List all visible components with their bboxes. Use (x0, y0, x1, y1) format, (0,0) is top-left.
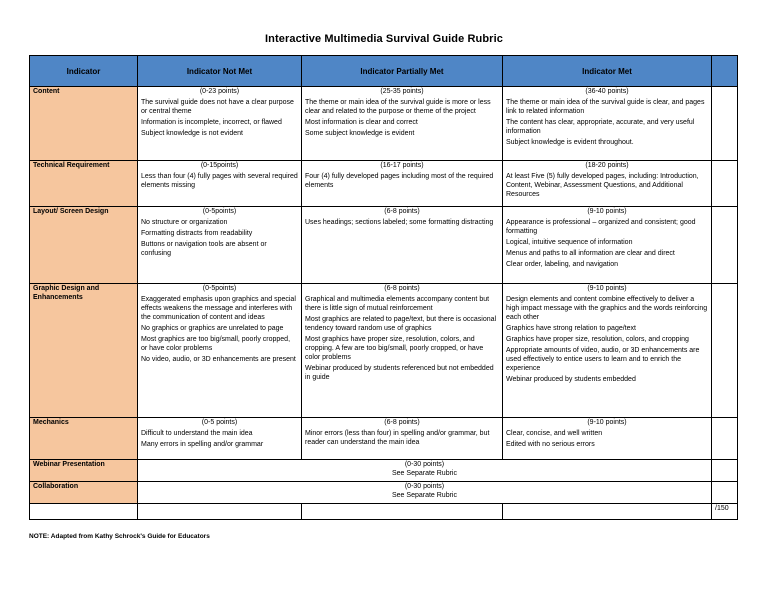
indicator-label: Content (30, 87, 138, 161)
header-indicator: Indicator (30, 56, 138, 87)
row-webinar-presentation (30, 460, 738, 482)
cell-met (503, 207, 712, 284)
cell-span (138, 460, 712, 482)
indicator-label: Technical Requirement (30, 161, 138, 207)
empty-cell (503, 504, 712, 520)
score-cell (712, 161, 738, 207)
empty-cell (138, 504, 302, 520)
separate-rubric-note: See Separate Rubric (392, 492, 457, 499)
indicator-label: Graphic Design and Enhancements (30, 284, 138, 418)
points-range: (6-8 points) (384, 285, 420, 292)
indicator-label: Mechanics (30, 418, 138, 460)
criterion: Less than four (4) fully pages with several required elements missing (141, 173, 298, 189)
row-graphic-design (30, 284, 738, 418)
criterion: Appearance is professional – organized and consistent; good formatting (506, 219, 696, 235)
criterion: No structure or organization (141, 219, 228, 226)
cell-met (503, 284, 712, 418)
points-range: (0-15points) (200, 162, 239, 169)
criterion: Graphics have strong relation to page/text (506, 325, 636, 332)
criterion: The survival guide does not have a clear purpose or central theme (141, 99, 294, 115)
criterion: Exaggerated emphasis upon graphics and special effects weakens the message and interferes with the communication of content and ideas (141, 296, 296, 321)
header-total (712, 56, 738, 87)
rubric-table (29, 55, 738, 520)
empty-cell (302, 504, 503, 520)
points-range: (36-40 points) (585, 88, 629, 95)
cell-partially-met (302, 87, 503, 161)
criterion: Most graphics are too big/small, poorly cropped, or have color problems (141, 336, 291, 352)
points-range: (0-5points) (202, 208, 237, 215)
cell-partially-met (302, 284, 503, 418)
score-cell (712, 284, 738, 418)
criterion: Most graphics are related to page/text, but there is occasional tendency toward random use of graphics (305, 316, 497, 332)
criterion: Appropriate amounts of video, audio, or 3D enhancements are used effectively to entice users to learn and to enrich the experience (506, 347, 700, 372)
points-range: (6-8 points) (384, 419, 420, 426)
points-range: (25-35 points) (380, 88, 424, 95)
page-title: Interactive Multimedia Survival Guide Rubric (265, 33, 503, 45)
criterion: Subject knowledge is not evident (141, 130, 243, 137)
criterion: Most graphics have proper size, resolution, colors, and cropping. A few are too big/small, poorly cropped, or have color problems (305, 336, 484, 361)
criterion: Webinar produced by students referenced but not embedded in guide (305, 365, 494, 381)
criterion: Design elements and content combine effectively to deliver a high impact message with the graphics and the words reinforcing each other (506, 296, 708, 321)
criterion: Logical, intuitive sequence of information (506, 239, 633, 246)
criterion: Edited with no serious errors (506, 441, 595, 448)
criterion: Formatting distracts from readability (141, 230, 253, 237)
header-partially-met: Indicator Partially Met (302, 56, 503, 87)
criterion: Clear order, labeling, and navigation (506, 261, 619, 268)
empty-cell (30, 504, 138, 520)
points-range: (6-8 points) (384, 208, 420, 215)
criterion: Clear, concise, and well written (506, 430, 603, 437)
criterion: Many errors in spelling and/or grammar (141, 441, 264, 448)
points-range: (0-30 points) (404, 461, 445, 468)
criterion: Buttons or navigation tools are absent or confusing (141, 241, 267, 257)
score-cell (712, 418, 738, 460)
indicator-label: Layout/ Screen Design (30, 207, 138, 284)
row-layout-screen-design (30, 207, 738, 284)
cell-span (138, 482, 712, 504)
header-not-met: Indicator Not Met (138, 56, 302, 87)
total-score: /150 (712, 504, 738, 520)
criterion: Graphical and multimedia elements accompany content but there is little sign of mutual reinforcement (305, 296, 490, 312)
criterion: Difficult to understand the main idea (141, 430, 253, 437)
score-cell (712, 460, 738, 482)
criterion: The theme or main idea of the survival guide is clear, and pages link to related information (506, 99, 705, 115)
criterion: Most information is clear and correct (305, 119, 418, 126)
cell-met (503, 87, 712, 161)
criterion: At least Five (5) fully developed pages, including: Introduction, Content, Webinar, Assessment Questions, and Additional Resources (506, 173, 699, 198)
indicator-label: Webinar Presentation (30, 460, 138, 482)
header-row (30, 56, 738, 87)
points-range: (0-5 points) (201, 419, 238, 426)
cell-partially-met (302, 207, 503, 284)
cell-not-met (138, 284, 302, 418)
criterion: The theme or main idea of the survival guide is more or less clear and related to the purpose or theme of the project (305, 99, 491, 115)
row-technical-requirement (30, 161, 738, 207)
points-range: (0-23 points) (199, 88, 240, 95)
cell-not-met (138, 418, 302, 460)
cell-not-met (138, 161, 302, 207)
criterion: Webinar produced by students embedded (506, 376, 636, 383)
score-cell (712, 207, 738, 284)
footnote: NOTE: Adapted from Kathy Schrock's Guide for Educators (29, 533, 210, 540)
criterion: Uses headings; sections labeled; some formatting distracting (305, 219, 494, 226)
criterion: Graphics have proper size, resolution, colors, and cropping (506, 336, 689, 343)
points-range: (0-5points) (202, 285, 237, 292)
criterion: Four (4) fully developed pages including most of the required elements (305, 173, 494, 189)
cell-not-met (138, 87, 302, 161)
cell-met (503, 161, 712, 207)
criterion: Subject knowledge is evident throughout. (506, 139, 634, 146)
separate-rubric-note: See Separate Rubric (392, 470, 457, 477)
score-cell (712, 87, 738, 161)
criterion: The content has clear, appropriate, accurate, and very useful information (506, 119, 695, 135)
criterion: No video, audio, or 3D enhancements are present (141, 356, 296, 363)
row-total (30, 504, 738, 520)
points-range: (9-10 points) (587, 419, 627, 426)
cell-partially-met (302, 161, 503, 207)
cell-not-met (138, 207, 302, 284)
points-range: (16-17 points) (380, 162, 424, 169)
criterion: No graphics or graphics are unrelated to page (141, 325, 284, 332)
indicator-label: Collaboration (30, 482, 138, 504)
cell-partially-met (302, 418, 503, 460)
row-content (30, 87, 738, 161)
points-range: (18-20 points) (585, 162, 629, 169)
row-collaboration (30, 482, 738, 504)
criterion: Some subject knowledge is evident (305, 130, 415, 137)
score-cell (712, 482, 738, 504)
points-range: (9-10 points) (587, 208, 627, 215)
row-mechanics (30, 418, 738, 460)
points-range: (0-30 points) (404, 483, 445, 490)
cell-met (503, 418, 712, 460)
points-range: (9-10 points) (587, 285, 627, 292)
header-met: Indicator Met (503, 56, 712, 87)
criterion: Menus and paths to all information are clear and direct (506, 250, 675, 257)
criterion: Information is incomplete, incorrect, or flawed (141, 119, 282, 126)
criterion: Minor errors (less than four) in spelling and/or grammar, but reader can understand the main idea (305, 430, 490, 446)
